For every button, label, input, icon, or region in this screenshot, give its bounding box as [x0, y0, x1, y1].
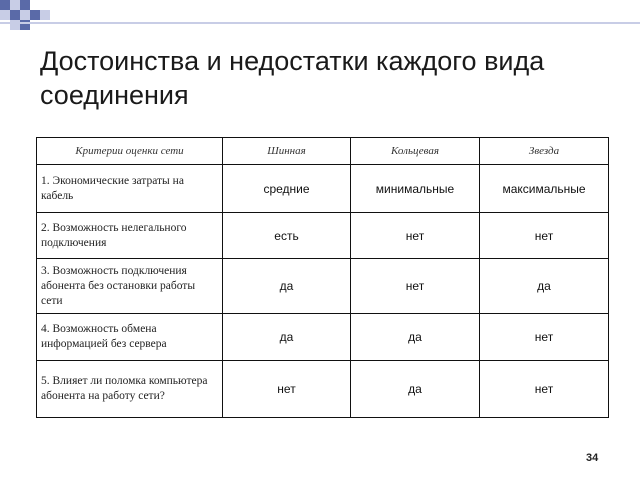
page-number: 34: [586, 452, 599, 464]
criterion-cell: 4. Возможность обмена информацией без сервера: [37, 314, 223, 361]
value-cell: да: [351, 361, 480, 418]
value-cell: нет: [480, 213, 609, 259]
value-cell: да: [480, 259, 609, 314]
criterion-cell: 5. Влияет ли поломка компьютера абонента на работу сети?: [37, 361, 223, 418]
value-cell: да: [351, 314, 480, 361]
header-bus: Шинная: [223, 138, 351, 165]
value-cell: нет: [351, 259, 480, 314]
value-cell: нет: [480, 361, 609, 418]
value-cell: средние: [223, 165, 351, 213]
corner-decoration: [0, 0, 640, 30]
table-row: [37, 314, 609, 361]
header-criteria: Критерии оценки сети: [37, 138, 223, 165]
header-rule: [0, 22, 640, 24]
value-cell: нет: [351, 213, 480, 259]
table-row: [37, 165, 609, 213]
slide-title: Достоинства и недостатки каждого вида соединения: [40, 46, 545, 110]
criterion-cell: 1. Экономические затраты на кабель: [37, 165, 223, 213]
table-row: [37, 213, 609, 259]
header-ring: Кольцевая: [351, 138, 480, 165]
table-row: [37, 361, 609, 418]
criterion-cell: 3. Возможность подключения абонента без остановки работы сети: [37, 259, 223, 314]
comparison-table: [36, 137, 609, 418]
value-cell: да: [223, 259, 351, 314]
table-header-row: [37, 138, 609, 165]
value-cell: нет: [223, 361, 351, 418]
header-star: Звезда: [480, 138, 609, 165]
value-cell: нет: [480, 314, 609, 361]
value-cell: да: [223, 314, 351, 361]
value-cell: максимальные: [480, 165, 609, 213]
value-cell: есть: [223, 213, 351, 259]
criterion-cell: 2. Возможность нелегального подключения: [37, 213, 223, 259]
value-cell: минимальные: [351, 165, 480, 213]
table-row: [37, 259, 609, 314]
